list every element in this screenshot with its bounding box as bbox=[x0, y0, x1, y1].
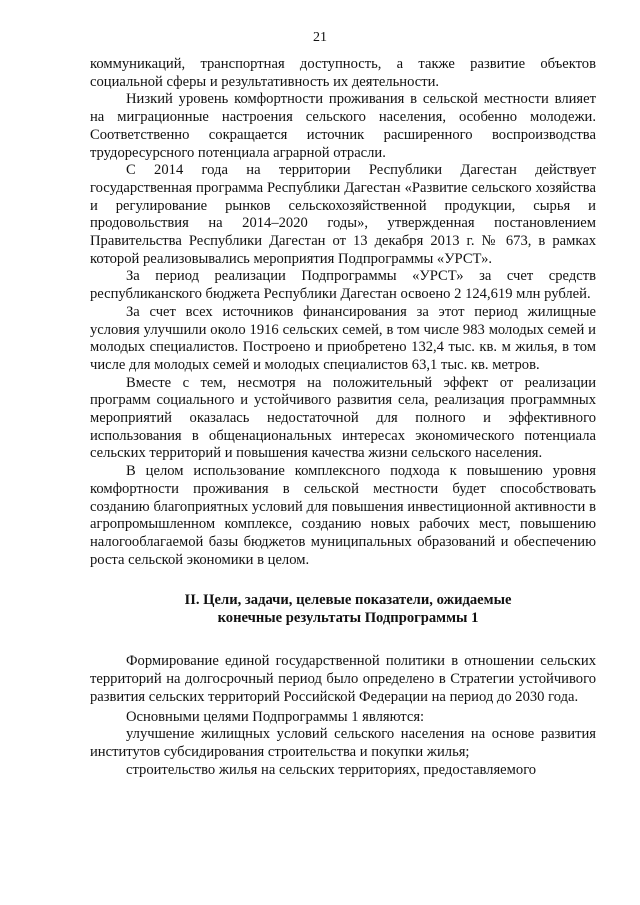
paragraph-10: улучшение жилищных условий сельского населения на основе развития институтов субсидирования строительства и покупки жилья; bbox=[90, 726, 596, 760]
page-number: 21 bbox=[313, 30, 327, 45]
paragraph-5: За счет всех источников финансирования за этот период жилищные условия улучшили около 1916 сельских семей, в том числе 983 молодых семей и молодых специалистов. Построено и приобретено 132,4 тыс. кв. м жилья, в том числе для молодых семей и молодых специалистов 63,1 тыс. кв. метров. bbox=[90, 303, 596, 373]
paragraph-7: В целом использование комплексного подхода к повышению уровня комфортности проживания в сельской местности будет способствовать созданию благоприятных условий для повышения инвестиционной активности в агропромышленном комплексе, созданию новых рабочих мест, повышению налогооблагаемой базы бюджетов муниципальных образований и обеспечению роста сельской экономики в целом. bbox=[90, 463, 596, 568]
paragraph-2: Низкий уровень комфортности проживания в сельской местности влияет на миграционные настроения сельского населения, особенно молодежи. Соответственно сокращается источник расширенного воспроизводства трудоресурсного потенциала аграрной отрасли. bbox=[90, 91, 596, 161]
paragraph-11: строительство жилья на сельских территориях, предоставляемого bbox=[126, 761, 537, 778]
paragraph-1: коммуникаций, транспортная доступность, а также развитие объектов социальной сферы и результативность их деятельности. bbox=[90, 56, 596, 90]
section-heading-line-2: конечные результаты Подпрограммы 1 bbox=[217, 610, 479, 627]
paragraph-9: Основными целями Подпрограммы 1 являются: bbox=[126, 708, 425, 725]
section-heading bbox=[90, 591, 596, 627]
paragraph-6: Вместе с тем, несмотря на положительный эффект от реализации программ социального и устойчивого развития села, реализация программных мероприятий оказалась недостаточной для полного и эффективного использования в общенациональных интересах экономического потенциала сельских территорий и повышения качества жизни сельского населения. bbox=[90, 374, 596, 462]
paragraph-4: За период реализации Подпрограммы «УРСТ» за счет средств республиканского бюджета Республики Дагестан освоено 2 124,619 млн рублей. bbox=[90, 268, 596, 303]
paragraph-3: С 2014 года на территории Республики Дагестан действует государственная программа Республики Дагестан «Развитие сельского хозяйства и регулирование рынков сельскохозяйственной продукции, сырья и продовольствия на 2014–2020 годы», утвержденная постановлением Правительства Республики Дагестан от 13 декабря 2013 г. № 673, в рамках которой реализовывались мероприятия Подпрограммы «УРСТ». bbox=[90, 162, 596, 267]
section-heading-line-1: II. Цели, задачи, целевые показатели, ожидаемые bbox=[184, 592, 512, 609]
paragraph-8: Формирование единой государственной политики в отношении сельских территорий на долгосрочный период было определено в Стратегии устойчивого развития сельских территорий Российской Федерации на период до 2030 года. bbox=[90, 653, 596, 705]
document-body bbox=[90, 56, 596, 779]
